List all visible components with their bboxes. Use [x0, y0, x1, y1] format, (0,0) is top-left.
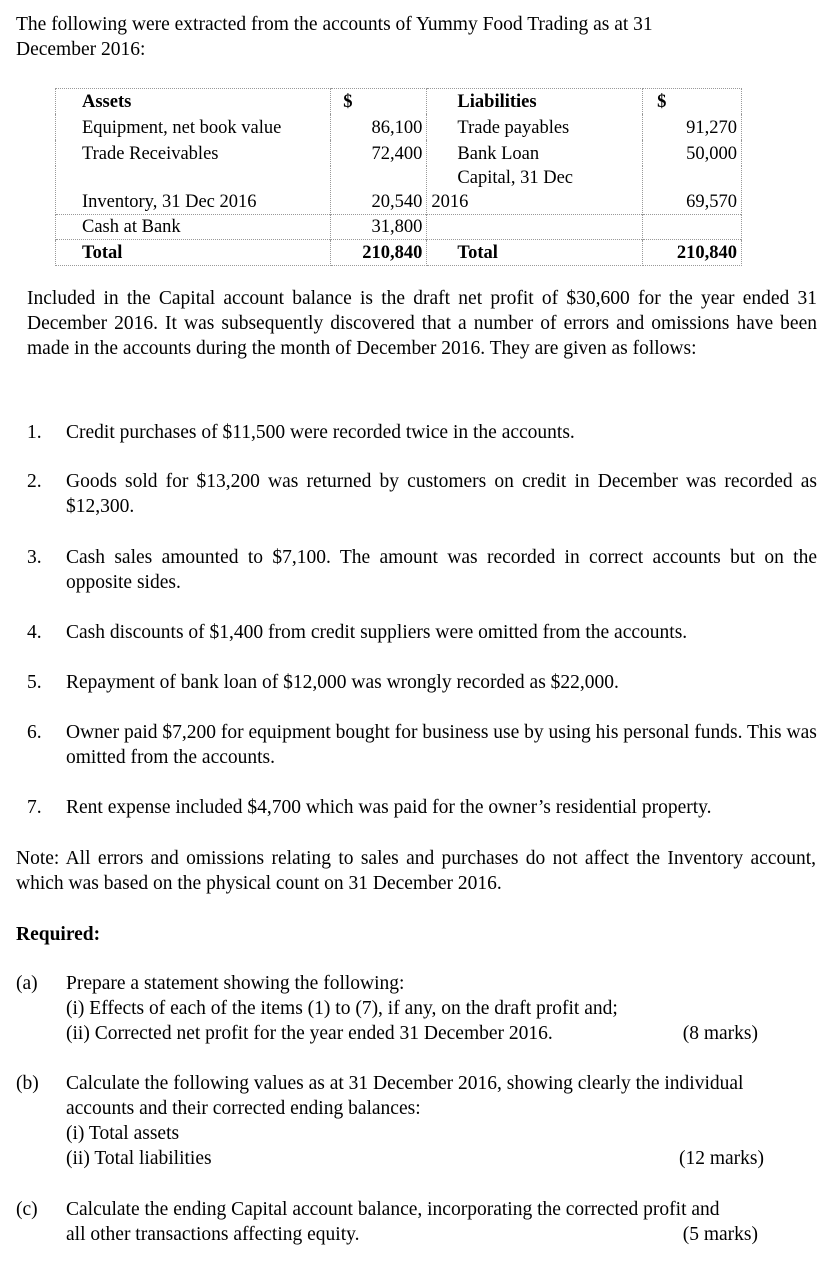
intro-line: December 2016:	[16, 39, 146, 60]
cell	[643, 214, 742, 239]
marks: (8 marks)	[682, 1023, 758, 1044]
cell: Total	[427, 239, 643, 265]
item-number: 2.	[27, 471, 42, 492]
cell: 20,540	[331, 166, 427, 215]
part-sub: (ii) Total liabilities	[66, 1148, 212, 1169]
table-row	[56, 140, 742, 166]
item-text: Cash discounts of $1,400 from credit suppliers were omitted from the accounts.	[66, 622, 688, 643]
list-item	[27, 670, 817, 695]
part-text: all other transactions affecting equity.	[66, 1224, 360, 1245]
table-header	[56, 89, 742, 114]
cell	[427, 214, 643, 239]
table-row	[56, 114, 742, 140]
part-label: (a)	[16, 973, 38, 994]
cell: 31,800	[331, 214, 427, 239]
required-heading: Required:	[16, 924, 101, 945]
cell: 72,400	[331, 140, 427, 166]
cell: Cash at Bank	[56, 214, 331, 239]
part-label: (b)	[16, 1073, 39, 1094]
part-label: (c)	[16, 1199, 38, 1220]
table-total-row	[56, 239, 742, 265]
cell: Inventory, 31 Dec 2016	[56, 166, 331, 215]
part-sub: (i) Effects of each of the items (1) to (7), if any, on the draft profit and;	[66, 998, 618, 1019]
intro-line: The following were extracted from the accounts of Yummy Food Trading as at 31	[16, 14, 653, 35]
cell: 210,840	[643, 239, 742, 265]
list-item	[27, 795, 817, 820]
item-number: 7.	[27, 797, 42, 818]
table-row	[56, 166, 742, 215]
item-text: Cash sales amounted to $7,100. The amount was recorded in correct accounts but on the opposite sides.	[66, 547, 817, 593]
item-text: Credit purchases of $11,500 were recorded twice in the accounts.	[66, 422, 575, 443]
item-number: 3.	[27, 547, 42, 568]
header-liabilities: Liabilities	[427, 89, 643, 114]
cell	[427, 166, 643, 215]
item-text: Owner paid $7,200 for equipment bought for business use by using his personal funds. This was omitted from the accounts.	[66, 722, 817, 768]
intro-text	[16, 12, 653, 62]
cell-line: 2016	[431, 191, 469, 212]
item-text: Goods sold for $13,200 was returned by customers on credit in December was recorded as $12,300.	[66, 471, 817, 517]
header-dollar: $	[643, 89, 742, 114]
cell: 210,840	[331, 239, 427, 265]
note: Note: All errors and omissions relating to sales and purchases do not affect the Inventory account, which was based on the physical count on 31 December 2016.	[16, 848, 816, 894]
list-item	[27, 420, 817, 445]
part-text: Calculate the following values as at 31 December 2016, showing clearly the individual accounts and their corrected ending balances:	[66, 1073, 744, 1119]
cell: Trade Receivables	[56, 140, 331, 166]
part-sub: (ii) Corrected net profit for the year ended 31 December 2016.	[66, 1023, 553, 1044]
cell-line: Capital, 31 Dec	[457, 167, 574, 188]
cell: 91,270	[643, 114, 742, 140]
list-item	[27, 545, 817, 595]
cell: 86,100	[331, 114, 427, 140]
cell: Equipment, net book value	[56, 114, 331, 140]
paragraph: Included in the Capital account balance is the draft net profit of $30,600 for the year ended 31 December 2016. It was subsequently discovered that a number of errors and omissions have been made in the accounts during the month of December 2016. They are given as follows:	[27, 288, 817, 359]
item-text: Rent expense included $4,700 which was paid for the owner’s residential property.	[66, 797, 712, 818]
part-b	[16, 1071, 816, 1171]
marks: (5 marks)	[682, 1224, 758, 1245]
cell: Bank Loan	[427, 140, 643, 166]
table-row	[56, 214, 742, 239]
header-dollar: $	[331, 89, 427, 114]
item-text: Repayment of bank loan of $12,000 was wrongly recorded as $22,000.	[66, 672, 619, 693]
item-number: 6.	[27, 722, 42, 743]
list-item	[27, 469, 817, 519]
part-sub: (i) Total assets	[66, 1123, 180, 1144]
item-number: 4.	[27, 622, 42, 643]
item-number: 1.	[27, 422, 42, 443]
balance-table	[55, 88, 742, 266]
cell: 50,000	[643, 140, 742, 166]
list-item	[27, 620, 817, 645]
part-text: Calculate the ending Capital account balance, incorporating the corrected profit and	[66, 1199, 720, 1220]
part-text: Prepare a statement showing the following:	[66, 973, 405, 994]
part-c	[16, 1197, 816, 1247]
cell: Trade payables	[427, 114, 643, 140]
header-assets: Assets	[56, 89, 331, 114]
item-number: 5.	[27, 672, 42, 693]
cell: 69,570	[643, 166, 742, 215]
cell: Total	[56, 239, 331, 265]
part-a	[16, 971, 816, 1046]
list-item	[27, 720, 817, 770]
marks: (12 marks)	[678, 1148, 764, 1169]
